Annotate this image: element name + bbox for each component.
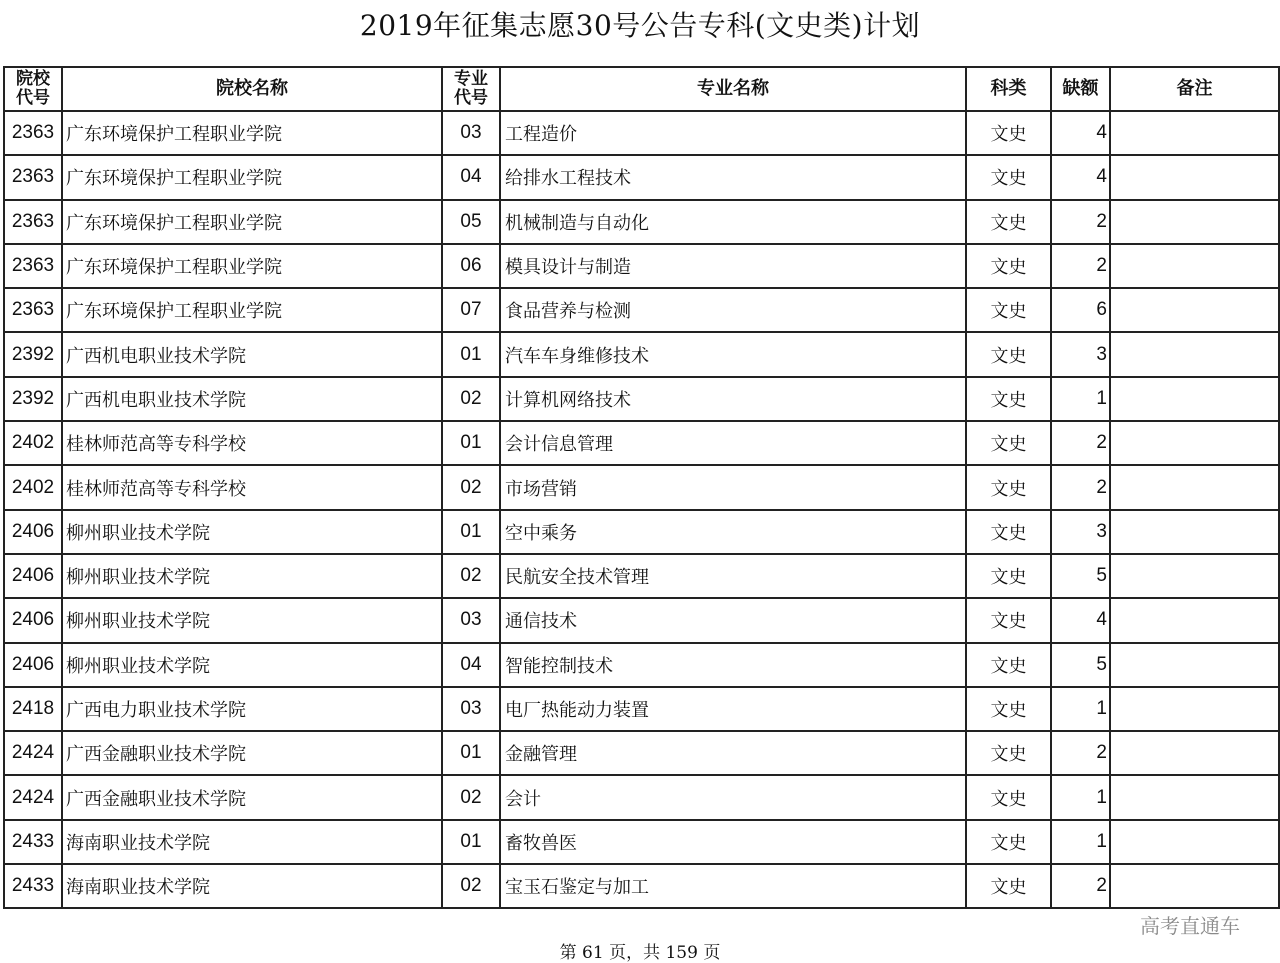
- table-row: [4, 510, 1279, 554]
- cell-school-code: 2392: [4, 332, 62, 376]
- cell-category: 文史: [966, 155, 1051, 199]
- watermark-text: 高考直通车: [1140, 914, 1240, 938]
- cell-school-code: 2406: [4, 510, 62, 554]
- cell-major-name: 计算机网络技术: [500, 377, 966, 421]
- cell-school-name: 广东环境保护工程职业学院: [62, 155, 442, 199]
- cell-major-code: 05: [442, 200, 500, 244]
- cell-school-name: 广西金融职业技术学院: [62, 731, 442, 775]
- cell-category: 文史: [966, 598, 1051, 642]
- cell-major-name: 汽车车身维修技术: [500, 332, 966, 376]
- cell-major-name: 畜牧兽医: [500, 820, 966, 864]
- cell-school-name: 桂林师范高等专科学校: [62, 465, 442, 509]
- cell-major-code: 04: [442, 155, 500, 199]
- cell-major-name: 宝玉石鉴定与加工: [500, 864, 966, 908]
- cell-vacancy: 2: [1051, 421, 1110, 465]
- cell-school-name: 海南职业技术学院: [62, 864, 442, 908]
- cell-vacancy: 1: [1051, 820, 1110, 864]
- header-remarks: 备注: [1110, 67, 1279, 111]
- header-category: 科类: [966, 67, 1051, 111]
- cell-school-name: 广西机电职业技术学院: [62, 332, 442, 376]
- cell-remarks: [1110, 288, 1279, 332]
- cell-remarks: [1110, 510, 1279, 554]
- cell-remarks: [1110, 864, 1279, 908]
- cell-school-code: 2402: [4, 465, 62, 509]
- cell-major-name: 机械制造与自动化: [500, 200, 966, 244]
- cell-remarks: [1110, 377, 1279, 421]
- cell-school-code: 2392: [4, 377, 62, 421]
- cell-remarks: [1110, 155, 1279, 199]
- cell-major-code: 02: [442, 775, 500, 819]
- cell-vacancy: 2: [1051, 465, 1110, 509]
- cell-school-code: 2363: [4, 111, 62, 155]
- cell-category: 文史: [966, 731, 1051, 775]
- table-header-row: [4, 67, 1279, 111]
- cell-remarks: [1110, 465, 1279, 509]
- cell-category: 文史: [966, 200, 1051, 244]
- cell-category: 文史: [966, 332, 1051, 376]
- page-footer: 第 61 页，共 159 页: [559, 943, 721, 963]
- admission-plan-table: [3, 66, 1280, 909]
- table-row: [4, 244, 1279, 288]
- cell-major-name: 智能控制技术: [500, 643, 966, 687]
- cell-school-code: 2433: [4, 864, 62, 908]
- cell-category: 文史: [966, 465, 1051, 509]
- cell-major-code: 07: [442, 288, 500, 332]
- table-row: [4, 377, 1279, 421]
- cell-vacancy: 2: [1051, 200, 1110, 244]
- cell-vacancy: 5: [1051, 554, 1110, 598]
- header-school-code: 院校 代号: [4, 67, 62, 111]
- cell-school-code: 2406: [4, 643, 62, 687]
- cell-category: 文史: [966, 510, 1051, 554]
- cell-school-code: 2402: [4, 421, 62, 465]
- table-row: [4, 111, 1279, 155]
- cell-major-name: 给排水工程技术: [500, 155, 966, 199]
- cell-vacancy: 2: [1051, 244, 1110, 288]
- cell-vacancy: 1: [1051, 775, 1110, 819]
- cell-remarks: [1110, 244, 1279, 288]
- cell-major-name: 金融管理: [500, 731, 966, 775]
- header-school-name: 院校名称: [62, 67, 442, 111]
- cell-major-code: 04: [442, 643, 500, 687]
- cell-school-name: 广东环境保护工程职业学院: [62, 288, 442, 332]
- table-row: [4, 421, 1279, 465]
- table-row: [4, 465, 1279, 509]
- table-row: [4, 864, 1279, 908]
- cell-remarks: [1110, 554, 1279, 598]
- cell-remarks: [1110, 731, 1279, 775]
- cell-major-code: 01: [442, 421, 500, 465]
- cell-major-code: 01: [442, 332, 500, 376]
- header-major-name: 专业名称: [500, 67, 966, 111]
- cell-major-name: 市场营销: [500, 465, 966, 509]
- table-row: [4, 775, 1279, 819]
- cell-school-code: 2406: [4, 554, 62, 598]
- table-row: [4, 820, 1279, 864]
- cell-major-name: 通信技术: [500, 598, 966, 642]
- cell-major-name: 电厂热能动力装置: [500, 687, 966, 731]
- cell-major-code: 01: [442, 510, 500, 554]
- cell-vacancy: 5: [1051, 643, 1110, 687]
- cell-school-name: 广东环境保护工程职业学院: [62, 200, 442, 244]
- cell-major-code: 01: [442, 820, 500, 864]
- cell-school-name: 广东环境保护工程职业学院: [62, 244, 442, 288]
- cell-remarks: [1110, 643, 1279, 687]
- cell-school-name: 桂林师范高等专科学校: [62, 421, 442, 465]
- cell-school-code: 2424: [4, 731, 62, 775]
- cell-major-code: 02: [442, 465, 500, 509]
- cell-category: 文史: [966, 288, 1051, 332]
- cell-school-code: 2418: [4, 687, 62, 731]
- cell-vacancy: 1: [1051, 687, 1110, 731]
- table-row: [4, 155, 1279, 199]
- cell-remarks: [1110, 775, 1279, 819]
- cell-school-name: 广西机电职业技术学院: [62, 377, 442, 421]
- cell-school-code: 2424: [4, 775, 62, 819]
- cell-category: 文史: [966, 421, 1051, 465]
- cell-school-code: 2363: [4, 244, 62, 288]
- table-row: [4, 554, 1279, 598]
- table-row: [4, 288, 1279, 332]
- cell-category: 文史: [966, 864, 1051, 908]
- cell-school-name: 柳州职业技术学院: [62, 643, 442, 687]
- cell-vacancy: 3: [1051, 332, 1110, 376]
- cell-school-name: 海南职业技术学院: [62, 820, 442, 864]
- cell-school-name: 柳州职业技术学院: [62, 598, 442, 642]
- cell-school-code: 2406: [4, 598, 62, 642]
- cell-remarks: [1110, 332, 1279, 376]
- cell-school-code: 2363: [4, 200, 62, 244]
- cell-remarks: [1110, 820, 1279, 864]
- cell-category: 文史: [966, 244, 1051, 288]
- cell-remarks: [1110, 421, 1279, 465]
- table-row: [4, 332, 1279, 376]
- cell-school-name: 柳州职业技术学院: [62, 510, 442, 554]
- table-row: [4, 598, 1279, 642]
- cell-school-code: 2363: [4, 155, 62, 199]
- cell-remarks: [1110, 598, 1279, 642]
- cell-major-name: 食品营养与检测: [500, 288, 966, 332]
- cell-major-name: 民航安全技术管理: [500, 554, 966, 598]
- cell-category: 文史: [966, 111, 1051, 155]
- cell-school-name: 广东环境保护工程职业学院: [62, 111, 442, 155]
- cell-major-name: 会计: [500, 775, 966, 819]
- cell-school-name: 广西电力职业技术学院: [62, 687, 442, 731]
- cell-major-code: 02: [442, 554, 500, 598]
- cell-school-code: 2433: [4, 820, 62, 864]
- cell-major-code: 06: [442, 244, 500, 288]
- cell-major-name: 工程造价: [500, 111, 966, 155]
- cell-remarks: [1110, 111, 1279, 155]
- cell-vacancy: 4: [1051, 155, 1110, 199]
- cell-school-code: 2363: [4, 288, 62, 332]
- table-row: [4, 731, 1279, 775]
- cell-major-name: 会计信息管理: [500, 421, 966, 465]
- cell-major-code: 03: [442, 687, 500, 731]
- cell-category: 文史: [966, 820, 1051, 864]
- page-title: 2019年征集志愿30号公告专科(文史类)计划: [359, 9, 921, 42]
- cell-major-name: 空中乘务: [500, 510, 966, 554]
- cell-category: 文史: [966, 687, 1051, 731]
- table-row: [4, 687, 1279, 731]
- cell-major-code: 03: [442, 598, 500, 642]
- table-row: [4, 200, 1279, 244]
- cell-vacancy: 2: [1051, 864, 1110, 908]
- cell-school-name: 广西金融职业技术学院: [62, 775, 442, 819]
- cell-major-code: 02: [442, 864, 500, 908]
- header-major-code: 专业 代号: [442, 67, 500, 111]
- table-row: [4, 643, 1279, 687]
- cell-major-name: 模具设计与制造: [500, 244, 966, 288]
- cell-vacancy: 2: [1051, 731, 1110, 775]
- cell-category: 文史: [966, 554, 1051, 598]
- cell-vacancy: 3: [1051, 510, 1110, 554]
- cell-remarks: [1110, 687, 1279, 731]
- cell-major-code: 02: [442, 377, 500, 421]
- cell-major-code: 01: [442, 731, 500, 775]
- cell-vacancy: 4: [1051, 111, 1110, 155]
- cell-category: 文史: [966, 377, 1051, 421]
- cell-category: 文史: [966, 775, 1051, 819]
- header-vacancy: 缺额: [1051, 67, 1110, 111]
- cell-category: 文史: [966, 643, 1051, 687]
- cell-major-code: 03: [442, 111, 500, 155]
- cell-vacancy: 1: [1051, 377, 1110, 421]
- cell-vacancy: 4: [1051, 598, 1110, 642]
- cell-vacancy: 6: [1051, 288, 1110, 332]
- cell-school-name: 柳州职业技术学院: [62, 554, 442, 598]
- cell-remarks: [1110, 200, 1279, 244]
